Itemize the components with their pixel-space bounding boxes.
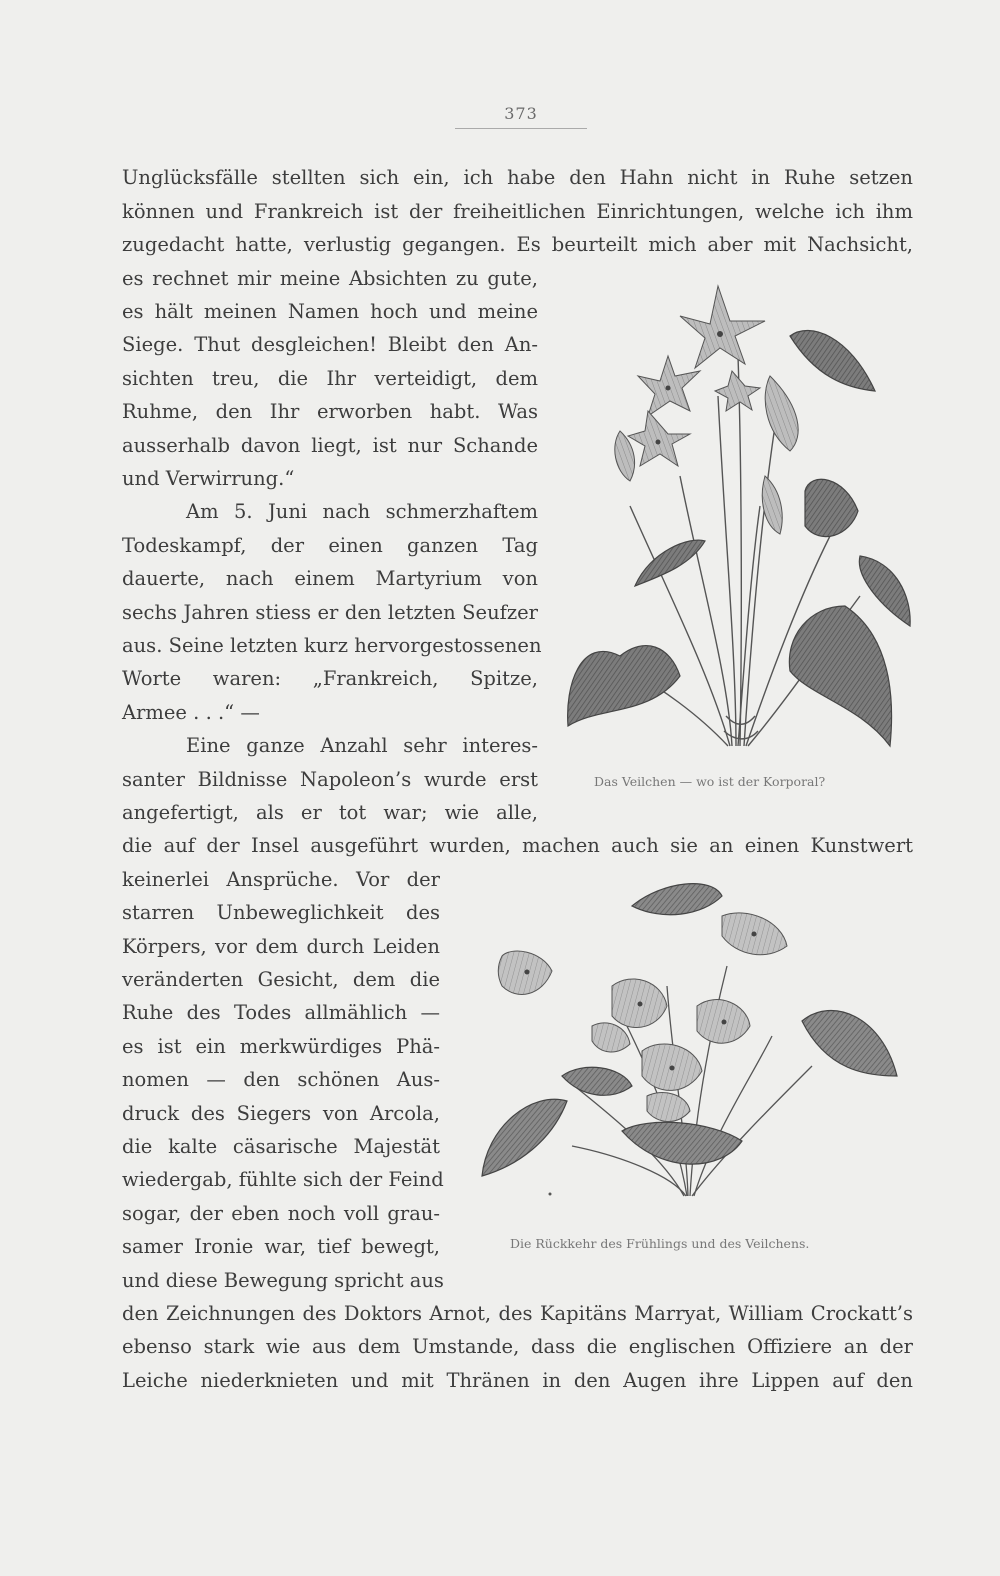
- text-line: santer Bildnisse Napoleon’s wurde erst: [122, 768, 538, 791]
- text-line: Unglücksfälle stellten sich ein, ich habe den Hahn nicht in Ruhe setzen: [122, 166, 913, 189]
- text-line: wiedergab, fühlte sich der Feind: [122, 1168, 444, 1191]
- text-line: den Zeichnungen des Doktors Arnot, des Kapitäns Marryat, William Crockatt’s: [122, 1302, 913, 1325]
- text-line: ausserhalb davon liegt, ist nur Schande: [122, 434, 538, 457]
- text-line: samer Ironie war, tief bewegt,: [122, 1235, 440, 1258]
- text-line: Todeskampf, der einen ganzen Tag: [122, 534, 538, 557]
- violet-spring-illustration: [472, 876, 904, 1208]
- text-line: es rechnet mir meine Absichten zu gute,: [122, 267, 538, 290]
- text-line: können und Frankreich ist der freiheitlichen Einrichtungen, welche ich ihm: [122, 200, 913, 223]
- page-number-rule: [455, 128, 587, 129]
- text-line: nomen — den schönen Aus-: [122, 1068, 440, 1091]
- text-line: angefertigt, als er tot war; wie alle,: [122, 801, 538, 824]
- text-line: druck des Siegers von Arcola,: [122, 1102, 440, 1125]
- text-line: dauerte, nach einem Martyrium von: [122, 567, 538, 590]
- text-line: die auf der Insel ausgeführt wurden, machen auch sie an einen Kunstwert: [122, 834, 913, 857]
- text-line: und diese Bewegung spricht aus: [122, 1269, 444, 1292]
- page-number: 373: [504, 104, 538, 123]
- text-line: sechs Jahren stiess er den letzten Seufzer: [122, 601, 538, 624]
- text-line: veränderten Gesicht, dem die: [122, 968, 440, 991]
- text-line: starren Unbeweglichkeit des: [122, 901, 440, 924]
- text-line: Ruhme, den Ihr erworben habt. Was: [122, 400, 538, 423]
- text-line: sichten treu, die Ihr verteidigt, dem: [122, 367, 538, 390]
- text-line: keinerlei Ansprüche. Vor der: [122, 868, 440, 891]
- text-line: es ist ein merkwürdiges Phä-: [122, 1035, 440, 1058]
- figure-caption: Die Rückkehr des Frühlings und des Veilchens.: [510, 1236, 810, 1251]
- text-line: zugedacht hatte, verlustig gegangen. Es beurteilt mich aber mit Nachsicht,: [122, 233, 913, 256]
- text-line: aus. Seine letzten kurz hervorgestossenen: [122, 634, 542, 657]
- violet-bouquet-illustration: [560, 276, 916, 770]
- text-line: Ruhe des Todes allmählich —: [122, 1001, 440, 1024]
- text-line: und Verwirrung.“: [122, 467, 295, 490]
- text-line: Am 5. Juni nach schmerzhaftem: [186, 500, 538, 523]
- text-line: sogar, der eben noch voll grau-: [122, 1202, 440, 1225]
- text-line: Siege. Thut desgleichen! Bleibt den An-: [122, 333, 538, 356]
- figure-caption: Das Veilchen — wo ist der Korporal?: [594, 774, 826, 789]
- text-line: die kalte cäsarische Majestät: [122, 1135, 440, 1158]
- text-line: Eine ganze Anzahl sehr interes-: [186, 734, 538, 757]
- text-line: es hält meinen Namen hoch und meine: [122, 300, 538, 323]
- text-line: ebenso stark wie aus dem Umstande, dass die englischen Offiziere an der: [122, 1335, 913, 1358]
- text-line: Worte waren: „Frankreich, Spitze,: [122, 667, 538, 690]
- text-line: Körpers, vor dem durch Leiden: [122, 935, 440, 958]
- text-line: Leiche niederknieten und mit Thränen in den Augen ihre Lippen auf den: [122, 1369, 913, 1392]
- text-line: Armee . . .“ —: [122, 701, 260, 724]
